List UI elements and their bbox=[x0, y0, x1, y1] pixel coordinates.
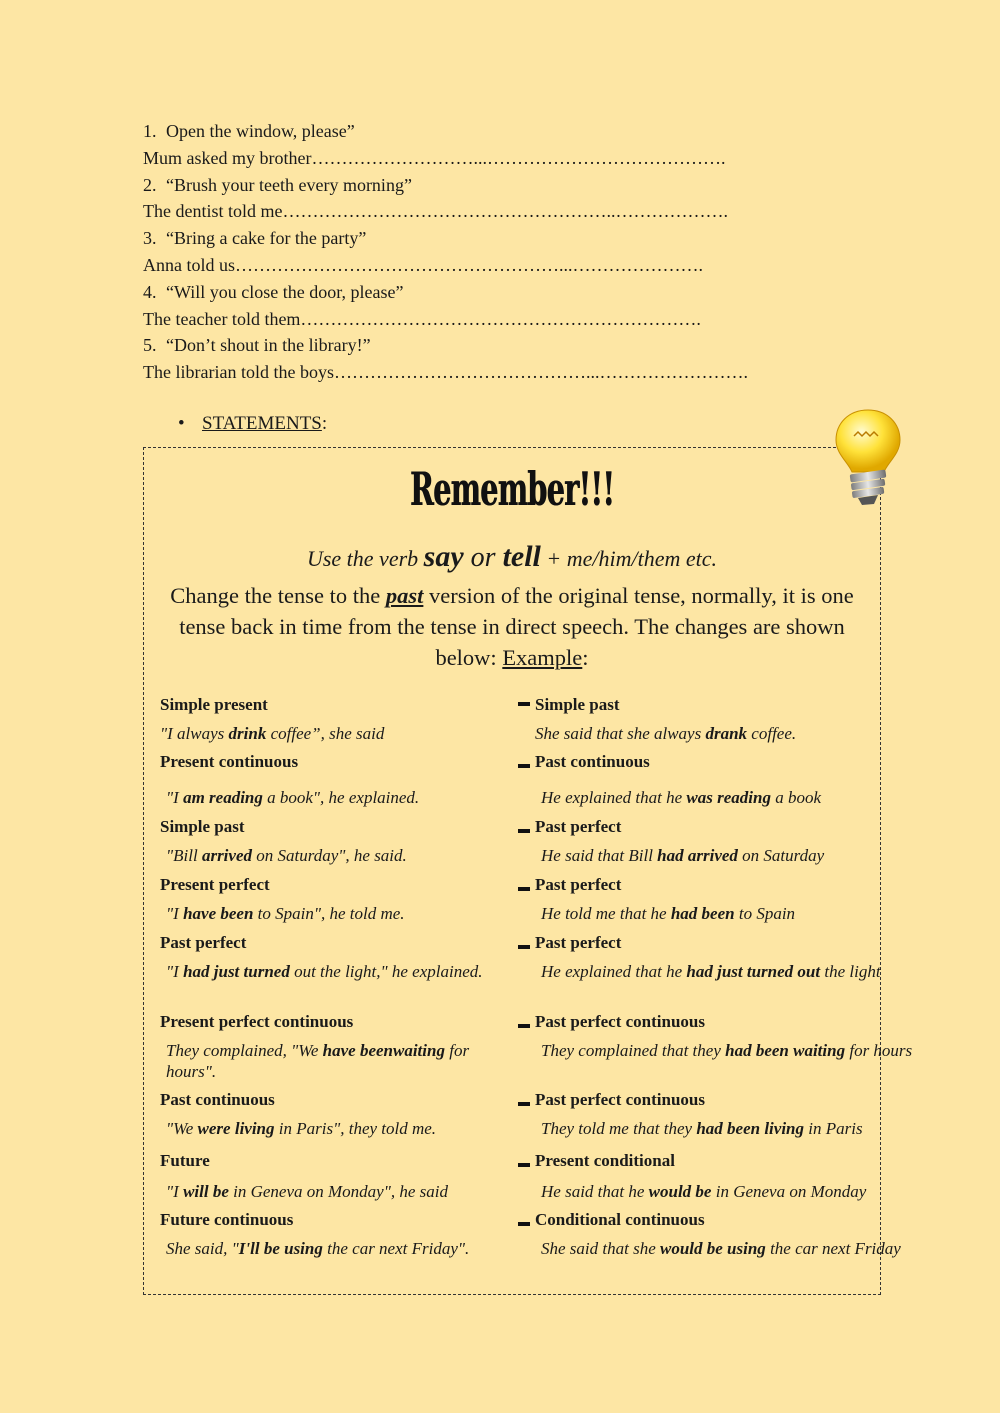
intro-past: past bbox=[385, 583, 424, 608]
intro-text: Change the tense to the bbox=[170, 583, 386, 608]
example-text: "I bbox=[166, 904, 184, 923]
reported-speech-example bbox=[535, 1118, 941, 1139]
example-text: "Bill bbox=[166, 846, 202, 865]
example-text: coffee. bbox=[747, 724, 797, 743]
verb-highlight: arrived bbox=[201, 846, 252, 865]
exercise-number: 3. bbox=[143, 228, 157, 249]
example-text: the car next Friday". bbox=[322, 1239, 470, 1258]
tense-from: Future bbox=[160, 1151, 210, 1170]
section-heading bbox=[178, 413, 327, 435]
arrow-icon bbox=[518, 1102, 530, 1106]
section-colon: : bbox=[321, 413, 328, 434]
example-text: They complained, "We bbox=[166, 1041, 323, 1060]
example-text: the car next Friday bbox=[765, 1239, 901, 1258]
arrow-icon bbox=[518, 764, 530, 768]
example-text: the light bbox=[820, 962, 881, 981]
reported-speech-example bbox=[535, 787, 941, 808]
verb-highlight: am reading bbox=[183, 788, 263, 807]
tense-to: Past perfect continuous bbox=[535, 1012, 705, 1031]
remember-intro bbox=[164, 580, 860, 673]
reported-speech-example bbox=[535, 845, 941, 866]
arrow-icon bbox=[518, 702, 530, 706]
example-text: They complained that they bbox=[541, 1041, 726, 1060]
example-text: in Geneva on Monday bbox=[711, 1182, 867, 1201]
tense-to: Past perfect continuous bbox=[535, 1090, 705, 1109]
exercise-prompt-text: “Brush your teeth every morning” bbox=[166, 174, 412, 195]
tense-from: Simple present bbox=[160, 695, 268, 714]
direct-speech-example bbox=[160, 903, 506, 924]
arrow-icon bbox=[518, 1222, 530, 1226]
tense-to: Past continuous bbox=[535, 752, 650, 771]
example-text: She said, " bbox=[166, 1239, 239, 1258]
exercise-prompt bbox=[143, 172, 903, 199]
exercise-answer-line: The dentist told me………………………………………………..………………. bbox=[143, 201, 728, 222]
intro-example: Example bbox=[502, 645, 583, 670]
example-text: He said that Bill bbox=[541, 846, 658, 865]
tense-from: Present continuous bbox=[160, 752, 299, 771]
tense-from: Past perfect bbox=[160, 933, 247, 952]
section-label: STATEMENTS bbox=[202, 413, 322, 434]
example-text: for hours". bbox=[166, 1041, 470, 1081]
verb-highlight: had just turned out bbox=[686, 962, 821, 981]
direct-speech-example bbox=[160, 1238, 506, 1259]
example-text: to Spain", he told me. bbox=[253, 904, 405, 923]
exercise-prompt-text: “Will you close the door, please” bbox=[166, 281, 404, 302]
subtitle-or: or bbox=[463, 542, 503, 573]
tense-to: Present conditional bbox=[535, 1151, 675, 1170]
tense-to: Past perfect bbox=[535, 933, 622, 952]
verb-highlight: were living bbox=[197, 1119, 275, 1138]
subtitle-suffix: + me/him/them etc. bbox=[540, 546, 718, 571]
exercise-number: 2. bbox=[143, 174, 157, 195]
reported-speech-example bbox=[535, 1040, 941, 1061]
verb-highlight: I'll be using bbox=[238, 1239, 323, 1258]
exercise-prompt-text: “Don’t shout in the library!” bbox=[166, 335, 371, 356]
verb-highlight: had been waiting bbox=[725, 1041, 846, 1060]
verb-highlight: had just turned bbox=[183, 962, 290, 981]
example-text: on Saturday bbox=[737, 846, 825, 865]
example-text: a book bbox=[770, 788, 821, 807]
verb-highlight: had been living bbox=[696, 1119, 804, 1138]
remember-box bbox=[143, 447, 913, 1295]
exercise-prompt-text: Open the window, please” bbox=[166, 121, 355, 141]
exercise-answer-line: The teacher told them…………………………………………………………. bbox=[143, 308, 701, 329]
tense-from: Past continuous bbox=[160, 1090, 275, 1109]
tense-to: Past perfect bbox=[535, 875, 622, 894]
reported-speech-example bbox=[535, 903, 941, 924]
lightbulb-icon bbox=[832, 406, 904, 510]
intro-colon: : bbox=[582, 645, 589, 670]
verb-highlight: drank bbox=[705, 724, 748, 743]
exercise-prompt bbox=[143, 225, 903, 252]
example-text: in Geneva on Monday", he said bbox=[228, 1182, 448, 1201]
direct-speech-example bbox=[160, 1040, 506, 1082]
tense-from: Simple past bbox=[160, 817, 245, 836]
example-text: He explained that he bbox=[541, 962, 687, 981]
example-text: coffee”, she said bbox=[266, 724, 385, 743]
example-text: in Paris bbox=[804, 1119, 863, 1138]
example-text: "I always bbox=[160, 724, 229, 743]
exercise-list bbox=[143, 118, 903, 386]
verb-highlight: would be bbox=[648, 1182, 712, 1201]
direct-speech-example bbox=[160, 1118, 506, 1139]
verb-highlight: was reading bbox=[686, 788, 771, 807]
verb-highlight: would be using bbox=[660, 1239, 766, 1258]
example-text: She said that she bbox=[541, 1239, 660, 1258]
example-text: a book", he explained. bbox=[262, 788, 420, 807]
exercise-answer-line: Anna told us………………………………………………...…………………. bbox=[143, 254, 703, 275]
example-text: They told me that they bbox=[541, 1119, 697, 1138]
remember-subtitle bbox=[144, 540, 880, 574]
arrow-icon bbox=[518, 829, 530, 833]
verb-highlight: have beenwaiting bbox=[322, 1041, 445, 1060]
exercise-prompt bbox=[143, 332, 903, 359]
arrow-icon bbox=[518, 1024, 530, 1028]
tense-to: Past perfect bbox=[535, 817, 622, 836]
reported-speech-example bbox=[535, 1238, 941, 1259]
verb-highlight: had arrived bbox=[657, 846, 738, 865]
arrow-icon bbox=[518, 1163, 530, 1167]
tense-to: Simple past bbox=[535, 695, 620, 714]
exercise-prompt bbox=[143, 118, 903, 145]
verb-highlight: drink bbox=[228, 724, 267, 743]
tense-from: Future continuous bbox=[160, 1210, 294, 1229]
direct-speech-example bbox=[160, 1181, 506, 1202]
tense-to: Conditional continuous bbox=[535, 1210, 705, 1229]
exercise-prompt-text: “Bring a cake for the party” bbox=[166, 228, 367, 249]
direct-speech-example bbox=[160, 845, 506, 866]
direct-speech-example bbox=[160, 787, 506, 808]
verb-say: say bbox=[423, 540, 464, 573]
arrow-icon bbox=[518, 887, 530, 891]
verb-highlight: will be bbox=[183, 1182, 229, 1201]
exercise-number: 4. bbox=[143, 281, 157, 302]
reported-speech-example bbox=[535, 723, 935, 744]
exercise-number: 1. bbox=[143, 121, 157, 141]
reported-speech-example bbox=[535, 961, 941, 982]
example-text: out the light," he explained. bbox=[289, 962, 483, 981]
example-text: "I bbox=[166, 1182, 184, 1201]
direct-speech-example bbox=[160, 961, 506, 982]
arrow-icon bbox=[518, 945, 530, 949]
exercise-prompt bbox=[143, 279, 903, 306]
remember-title: Remember!!! bbox=[409, 462, 615, 516]
example-text: He explained that he bbox=[541, 788, 687, 807]
example-text: to Spain bbox=[734, 904, 796, 923]
verb-tell: tell bbox=[502, 540, 541, 573]
bullet-icon: • bbox=[178, 413, 185, 434]
example-text: on Saturday", he said. bbox=[252, 846, 407, 865]
exercise-answer-line: Mum asked my brother………………………...…………………………………. bbox=[143, 147, 726, 168]
example-text: for hours bbox=[845, 1041, 913, 1060]
example-text: He told me that he bbox=[541, 904, 671, 923]
example-text: "I bbox=[166, 788, 184, 807]
verb-highlight: had been bbox=[670, 904, 735, 923]
example-text: She said that she always bbox=[535, 724, 706, 743]
tense-from: Present perfect continuous bbox=[160, 1012, 354, 1031]
example-text: He said that he bbox=[541, 1182, 649, 1201]
example-text: "I bbox=[166, 962, 184, 981]
direct-speech-example bbox=[160, 723, 500, 744]
exercise-number: 5. bbox=[143, 335, 157, 356]
subtitle-text: Use the verb bbox=[306, 546, 424, 571]
example-text: in Paris", they told me. bbox=[274, 1119, 437, 1138]
tense-from: Present perfect bbox=[160, 875, 270, 894]
reported-speech-example bbox=[535, 1181, 941, 1202]
exercise-answer-line: The librarian told the boys……………………………………...……………………. bbox=[143, 362, 748, 383]
intro-text-2: version of the original tense, normally, it is one tense back in time from the tense in direct speech. The changes are shown below: bbox=[179, 583, 854, 670]
example-text: "We bbox=[166, 1119, 198, 1138]
verb-highlight: have been bbox=[183, 904, 254, 923]
